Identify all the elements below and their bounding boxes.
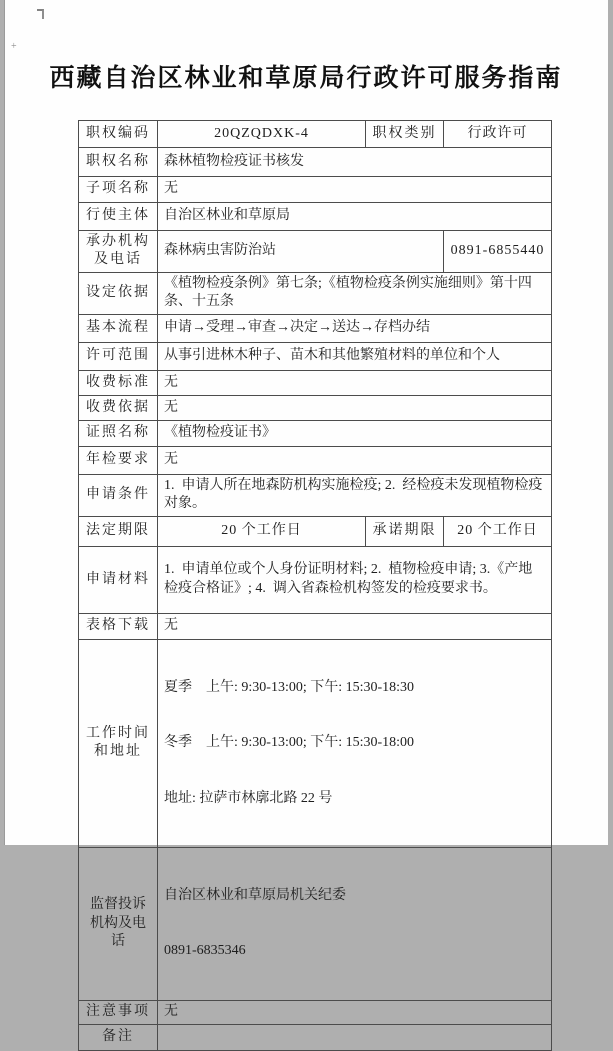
scan-artifact-icon: + [11,41,17,52]
authority-value: 自治区林业和草原局 [158,203,552,231]
row-scope [79,342,552,370]
supervision-phone: 0891-6835346 [164,943,246,959]
row-label-line2: 和地址 [94,744,142,760]
row-label: 收费依据 [79,395,158,420]
agency-value: 森林病虫害防治站 [158,231,444,273]
row-label-line1: 监督投诉 [90,897,146,913]
row-remarks [79,1024,552,1050]
category-value: 行政许可 [444,121,552,148]
row-label: 表格下载 [79,613,158,639]
row-conditions [79,474,552,516]
scope-value: 从事引进林木种子、苗木和其他繁殖材料的单位和个人 [158,342,552,370]
row-legal-basis [79,272,552,314]
address: 地址: 拉萨市林廓北路 22 号 [164,790,333,806]
row-certificate [79,420,552,446]
promised-deadline-value: 20 个工作日 [444,516,552,546]
row-label: 收费标准 [79,370,158,395]
row-label: 职权类别 [366,121,444,148]
row-label: 子项名称 [79,177,158,203]
row-label: 基本流程 [79,314,158,342]
summer-hours: 夏季 上午: 9:30-13:00; 下午: 15:30-18:30 [164,679,415,695]
scan-artifact-icon [37,9,44,19]
row-supervision [79,848,552,1001]
row-materials [79,546,552,613]
row-fee-basis [79,395,552,420]
materials-value: 1. 申请单位或个人身份证明材料; 2. 植物检疫申请; 3.《产地检疫合格证》; 4. 调入省森检机构签发的检疫要求书。 [158,546,552,613]
form-download-value: 无 [158,613,552,639]
annual-check-value: 无 [158,446,552,474]
row-agency [79,231,552,273]
row-sub-item [79,177,552,203]
row-label: 职权名称 [79,148,158,177]
row-label: 职权编码 [79,121,158,148]
process-value: 申请→受理→审查→决定→送达→存档办结 [158,314,552,342]
row-fee-standard [79,370,552,395]
legal-basis-value: 《植物检疫条例》第七条;《植物检疫条例实施细则》第十四条、十五条 [158,272,552,314]
row-label [79,231,158,273]
row-deadline [79,516,552,546]
row-label: 申请条件 [79,474,158,516]
row-label: 申请材料 [79,546,158,613]
row-label: 承诺期限 [366,516,444,546]
row-notes [79,1000,552,1024]
row-label-line2: 机构及电话 [90,915,146,950]
code-value: 20QZQDXK-4 [158,121,366,148]
name-value: 森林植物检疫证书核发 [158,148,552,177]
row-label: 证照名称 [79,420,158,446]
row-label: 备注 [79,1024,158,1050]
row-form-download [79,613,552,639]
row-label: 许可范围 [79,342,158,370]
row-label: 设定依据 [79,272,158,314]
row-label [79,848,158,1001]
winter-hours: 冬季 上午: 9:30-13:00; 下午: 15:30-18:00 [164,735,415,751]
fee-basis-value: 无 [158,395,552,420]
fee-standard-value: 无 [158,370,552,395]
agency-phone: 0891-6855440 [444,231,552,273]
supervision-value [158,848,552,1001]
row-label-line1: 工作时间 [86,725,150,741]
row-label: 行使主体 [79,203,158,231]
row-code [79,121,552,148]
statutory-deadline-value: 20 个工作日 [158,516,366,546]
row-label [79,639,158,847]
page-title: 西藏自治区林业和草原局行政许可服务指南 [49,65,563,92]
row-authority [79,203,552,231]
row-label-line1: 承办机构 [86,234,150,249]
document-page [4,0,608,1045]
row-label: 法定期限 [79,516,158,546]
row-name [79,148,552,177]
work-time-value [158,639,552,847]
row-label-line2: 及电话 [94,252,142,268]
row-label: 注意事项 [79,1000,158,1024]
row-label: 年检要求 [79,446,158,474]
remarks-value [158,1024,552,1050]
row-annual-check [79,446,552,474]
notes-value: 无 [158,1000,552,1024]
row-work-time [79,639,552,847]
sub-item-value: 无 [158,177,552,203]
row-process [79,314,552,342]
conditions-value: 1. 申请人所在地森防机构实施检疫; 2. 经检疫未发现植物检疫对象。 [158,474,552,516]
supervision-org: 自治区林业和草原局机关纪委 [164,887,346,903]
certificate-value: 《植物检疫证书》 [158,420,552,446]
service-guide-table [78,120,552,1051]
